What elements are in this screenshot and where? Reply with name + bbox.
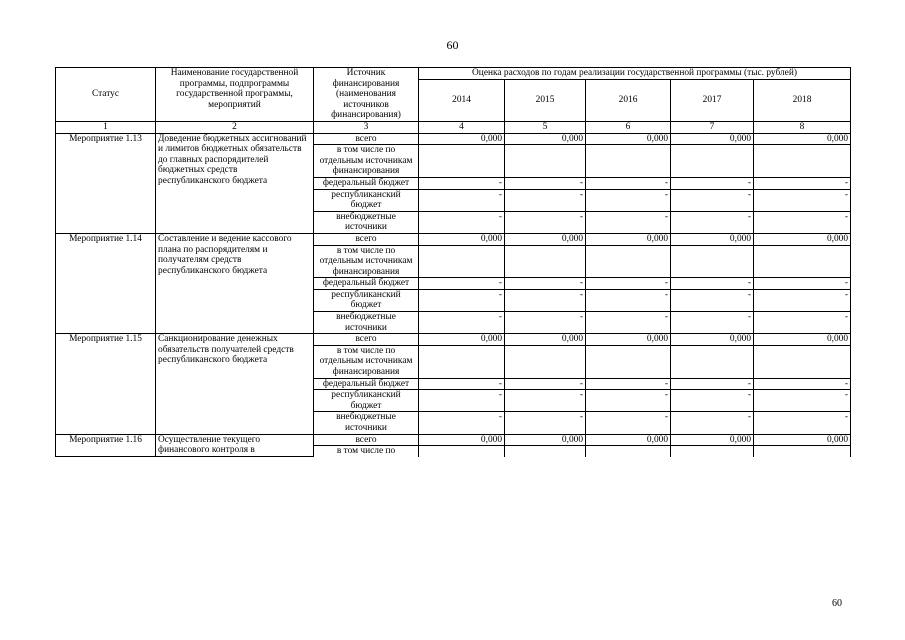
header-source: Источник финансирования (наименования источников финансирования) xyxy=(314,68,419,122)
col-number: 6 xyxy=(586,121,671,133)
value-cell: 0,000 xyxy=(505,334,586,346)
header-year: 2016 xyxy=(586,79,671,121)
source-republican: республиканский бюджет xyxy=(314,189,419,211)
value-cell: - xyxy=(671,390,754,412)
value-cell-empty xyxy=(671,245,754,278)
value-cell: - xyxy=(671,177,754,189)
value-cell: 0,000 xyxy=(671,133,754,145)
value-cell-empty xyxy=(586,145,671,178)
value-cell-empty xyxy=(671,345,754,378)
value-cell-empty xyxy=(419,245,505,278)
value-cell: - xyxy=(754,378,851,390)
source-federal: федеральный бюджет xyxy=(314,278,419,290)
value-cell: 0,000 xyxy=(754,434,851,446)
value-cell: - xyxy=(419,278,505,290)
value-cell-empty xyxy=(754,345,851,378)
value-cell: - xyxy=(505,412,586,434)
value-cell: - xyxy=(505,378,586,390)
activity-status: Мероприятие 1.13 xyxy=(56,133,156,233)
header-row-1 xyxy=(56,68,851,80)
source-total: всего xyxy=(314,233,419,245)
value-cell: - xyxy=(586,289,671,311)
value-cell: 0,000 xyxy=(671,434,754,446)
header-year: 2014 xyxy=(419,79,505,121)
table-row xyxy=(56,334,851,346)
value-cell: - xyxy=(419,412,505,434)
value-cell: 0,000 xyxy=(505,434,586,446)
value-cell: 0,000 xyxy=(419,233,505,245)
value-cell-empty xyxy=(586,245,671,278)
value-cell: - xyxy=(505,289,586,311)
value-cell: - xyxy=(419,378,505,390)
table-row xyxy=(56,233,851,245)
value-cell: - xyxy=(505,390,586,412)
page-number-top: 60 xyxy=(446,38,459,52)
value-cell-empty xyxy=(754,245,851,278)
value-cell: - xyxy=(586,390,671,412)
value-cell: 0,000 xyxy=(419,133,505,145)
source-federal: федеральный бюджет xyxy=(314,177,419,189)
header-name: Наименование государственной программы, подпрограммы государственной программы, мероприятий xyxy=(156,68,314,122)
source-including: в том числе по отдельным источникам финансирования xyxy=(314,345,419,378)
value-cell: - xyxy=(586,378,671,390)
header-year: 2017 xyxy=(671,79,754,121)
value-cell: 0,000 xyxy=(586,133,671,145)
value-cell: 0,000 xyxy=(586,434,671,446)
value-cell: - xyxy=(754,412,851,434)
col-number: 5 xyxy=(505,121,586,133)
value-cell: 0,000 xyxy=(671,233,754,245)
col-number: 1 xyxy=(56,121,156,133)
value-cell: 0,000 xyxy=(586,233,671,245)
value-cell: - xyxy=(671,278,754,290)
activity-status: Мероприятие 1.15 xyxy=(56,334,156,434)
value-cell: 0,000 xyxy=(754,233,851,245)
value-cell: 0,000 xyxy=(505,233,586,245)
value-cell-empty xyxy=(754,446,851,457)
value-cell-empty xyxy=(419,145,505,178)
value-cell: - xyxy=(671,211,754,233)
value-cell: - xyxy=(586,177,671,189)
value-cell: - xyxy=(671,378,754,390)
value-cell: - xyxy=(505,211,586,233)
table-row xyxy=(56,133,851,145)
source-including: в том числе по отдельным источникам финансирования xyxy=(314,245,419,278)
col-number: 2 xyxy=(156,121,314,133)
source-including: в том числе по отдельным источникам финансирования xyxy=(314,145,419,178)
value-cell-empty xyxy=(505,145,586,178)
value-cell: - xyxy=(754,289,851,311)
value-cell: - xyxy=(671,289,754,311)
value-cell: 0,000 xyxy=(419,334,505,346)
value-cell: - xyxy=(505,312,586,334)
page-number-bottom: 60 xyxy=(832,598,842,609)
header-status: Статус xyxy=(56,68,156,122)
value-cell: - xyxy=(419,177,505,189)
value-cell: - xyxy=(671,312,754,334)
source-republican: республиканский бюджет xyxy=(314,390,419,412)
value-cell: - xyxy=(586,278,671,290)
value-cell: - xyxy=(505,189,586,211)
activity-status: Мероприятие 1.14 xyxy=(56,233,156,333)
source-total: всего xyxy=(314,133,419,145)
value-cell-empty xyxy=(586,446,671,457)
value-cell: - xyxy=(505,177,586,189)
source-including: в том числе по xyxy=(314,446,419,457)
value-cell: - xyxy=(754,177,851,189)
activity-name: Доведение бюджетных ассигнований и лимитов бюджетных обязательств до главных распорядителей бюджетных средств республиканского бюджета xyxy=(156,133,314,233)
source-offbudget: внебюджетные источники xyxy=(314,312,419,334)
value-cell-empty xyxy=(586,345,671,378)
activity-status: Мероприятие 1.16 xyxy=(56,434,156,457)
value-cell: - xyxy=(419,312,505,334)
value-cell: - xyxy=(754,390,851,412)
value-cell: - xyxy=(754,189,851,211)
value-cell: - xyxy=(671,412,754,434)
source-republican: республиканский бюджет xyxy=(314,289,419,311)
col-number: 8 xyxy=(754,121,851,133)
source-offbudget: внебюджетные источники xyxy=(314,211,419,233)
budget-table xyxy=(55,67,851,457)
value-cell-empty xyxy=(754,145,851,178)
col-number: 4 xyxy=(419,121,505,133)
value-cell: - xyxy=(419,211,505,233)
source-offbudget: внебюджетные источники xyxy=(314,412,419,434)
value-cell-empty xyxy=(419,345,505,378)
value-cell: 0,000 xyxy=(419,434,505,446)
value-cell: 0,000 xyxy=(671,334,754,346)
col-number: 7 xyxy=(671,121,754,133)
value-cell: - xyxy=(586,312,671,334)
source-federal: федеральный бюджет xyxy=(314,378,419,390)
value-cell: 0,000 xyxy=(505,133,586,145)
col-number: 3 xyxy=(314,121,419,133)
value-cell-empty xyxy=(419,446,505,457)
value-cell-empty xyxy=(505,446,586,457)
value-cell: - xyxy=(671,189,754,211)
value-cell: - xyxy=(586,189,671,211)
value-cell: 0,000 xyxy=(586,334,671,346)
value-cell: - xyxy=(419,390,505,412)
source-total: всего xyxy=(314,434,419,446)
activity-name: Осуществление текущего финансового контроля в xyxy=(156,434,314,457)
activity-name: Составление и ведение кассового плана по распорядителям и получателям средств республиканского бюджета xyxy=(156,233,314,333)
value-cell: - xyxy=(586,211,671,233)
value-cell: 0,000 xyxy=(754,334,851,346)
table-row xyxy=(56,434,851,446)
header-year: 2015 xyxy=(505,79,586,121)
header-estimate: Оценка расходов по годам реализации государственной программы (тыс. рублей) xyxy=(419,68,851,80)
value-cell-empty xyxy=(671,145,754,178)
value-cell: - xyxy=(754,278,851,290)
value-cell-empty xyxy=(505,345,586,378)
activity-name: Санкционирование денежных обязательств получателей средств республиканского бюджета xyxy=(156,334,314,434)
column-number-row xyxy=(56,121,851,133)
source-total: всего xyxy=(314,334,419,346)
value-cell-empty xyxy=(505,245,586,278)
table-body xyxy=(56,133,851,457)
value-cell: - xyxy=(419,289,505,311)
value-cell-empty xyxy=(671,446,754,457)
header-year: 2018 xyxy=(754,79,851,121)
value-cell: 0,000 xyxy=(754,133,851,145)
value-cell: - xyxy=(754,312,851,334)
value-cell: - xyxy=(419,189,505,211)
value-cell: - xyxy=(586,412,671,434)
value-cell: - xyxy=(754,211,851,233)
value-cell: - xyxy=(505,278,586,290)
